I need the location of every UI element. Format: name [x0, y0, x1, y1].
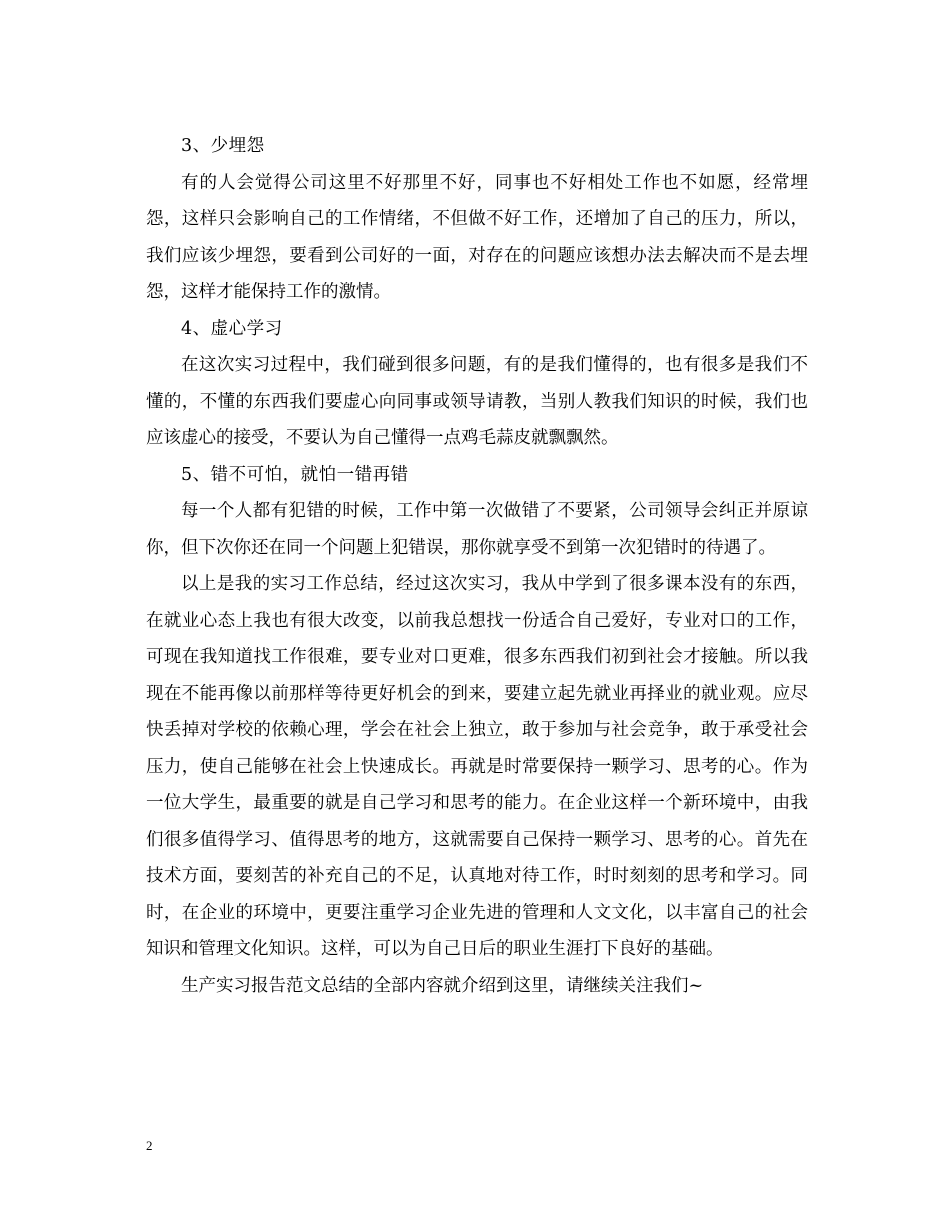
section-paragraph-5: 每一个人都有犯错的时候，工作中第一次做错了不要紧，公司领导会纠正并原谅你，但下次你还在同一个问题上犯错误，那你就享受不到第一次犯错时的待遇了。 — [146, 501, 808, 558]
summary-paragraph: 以上是我的实习工作总结，经过这次实习，我从中学到了很多课本没有的东西，在就业心态上我也有很大改变，以前我总想找一份适合自己爱好，专业对口的工作，可现在我知道找工作很难，要专业对口更难，很多东西我们初到社会才接触。所以我现在不能再像以前那样等待更好机会的到来，要建立起先就业再择业的就业观。应尽快丢掉对学校的依赖心理，学会在社会上独立，敢于参加与社会竞争，敢于承受社会压力，使自己能够在社会上快速成长。再就是时常要保持一颗学习、思考的心。作为一位大学生，最重要的就是自己学习和思考的能力。在企业这样一个新环境中，由我们很多值得学习、值得思考的地方，这就需要自己保持一颗学习、思考的心。首先在技术方面，要刻苦的补充自己的不足，认真地对待工作，时时刻刻的思考和学习。同时，在企业的环境中，更要注重学习企业先进的管理和人文文化，以丰富自己的社会知识和管理文化知识。这样，可以为自己日后的职业生涯打下良好的基础。 — [146, 574, 808, 959]
section-paragraph-3: 有的人会觉得公司这里不好那里不好，同事也不好相处工作也不如愿，经常埋怨，这样只会影响自己的工作情绪，不但做不好工作，还增加了自己的压力，所以，我们应该少埋怨，要看到公司好的一面，对存在的问题应该想办法去解决而不是去埋怨，这样才能保持工作的激情。 — [146, 172, 808, 302]
page-number: 2 — [146, 1138, 153, 1153]
document-body — [146, 128, 808, 1004]
section-heading-5: 5、错不可怕，就怕一错再错 — [181, 464, 409, 485]
section-heading-3: 3、少埋怨 — [181, 136, 265, 156]
section-paragraph-4: 在这次实习过程中，我们碰到很多问题，有的是我们懂得的，也有很多是我们不懂的，不懂的东西我们要虚心向同事或领导请教，当别人教我们知识的时候，我们也应该虚心的接受，不要认为自己懂得一点鸡毛蒜皮就飘飘然。 — [146, 355, 808, 448]
closing-paragraph: 生产实习报告范文总结的全部内容就介绍到这里，请继续关注我们~ — [181, 975, 704, 996]
section-heading-4: 4、虚心学习 — [181, 318, 283, 339]
